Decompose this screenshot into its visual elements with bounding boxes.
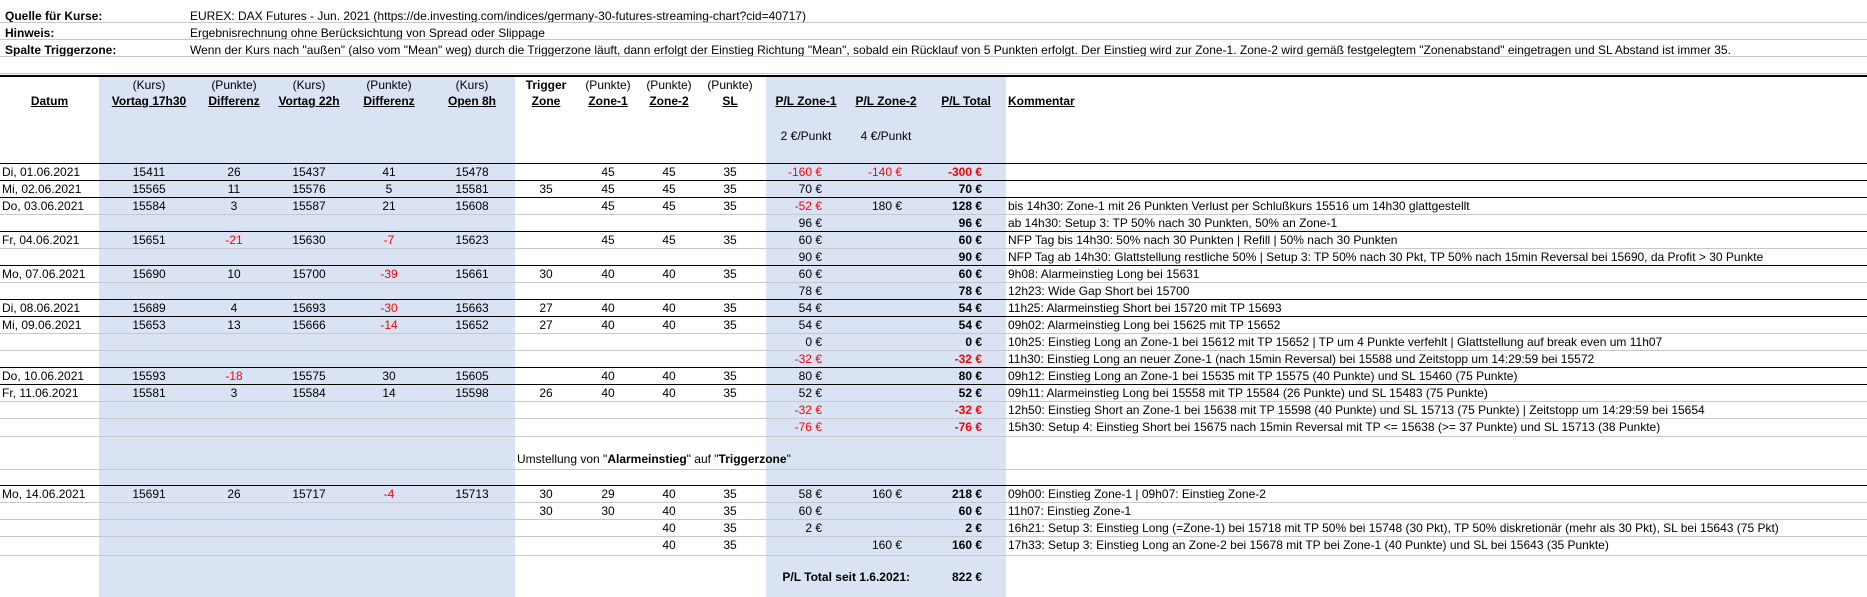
switch-note-text-3: " — [786, 452, 791, 466]
cell-d1: 26 — [227, 487, 241, 501]
cell-v22: 15576 — [292, 182, 326, 196]
cell-trig: 27 — [539, 301, 553, 315]
switch-note-triggerzone: Triggerzone — [718, 452, 787, 466]
cell-d1: 3 — [230, 199, 238, 213]
cell-open: 15663 — [455, 301, 489, 315]
col-pl-total: P/L Total — [941, 94, 991, 108]
cell-z1: 29 — [601, 487, 615, 501]
cell-kom: 09h11: Alarmeinstieg Long bei 15558 mit TP 15584 (26 Punkte) und SL 15483 (75 Punkte) — [1008, 386, 1488, 400]
cell-pl1: 60 € — [798, 267, 822, 281]
rate-zone1: 2 €/Punkt — [780, 129, 832, 143]
cell-z1: 45 — [601, 199, 615, 213]
switch-note-text-2: " auf " — [686, 452, 719, 466]
cell-pl1: -52 € — [794, 199, 822, 213]
cell-z1: 45 — [601, 165, 615, 179]
cell-v22: 15587 — [292, 199, 326, 213]
cell-z2: 45 — [662, 165, 676, 179]
cell-kom: 15h30: Setup 4: Einstieg Short bei 15675 nach 15min Reversal mit TP <= 15638 (>= 37 Punkte) und SL 15713 (38 Punkte) — [1008, 420, 1661, 434]
cell-pl1: 52 € — [798, 386, 822, 400]
col-punkte-2: (Punkte) — [366, 78, 412, 92]
source-label: Quelle für Kurse: — [5, 9, 103, 23]
cell-tot: 54 € — [958, 318, 982, 332]
col-punkte-5: (Punkte) — [707, 78, 753, 92]
cell-v17: 15653 — [132, 318, 166, 332]
cell-trig: 30 — [539, 504, 553, 518]
cell-v22: 15575 — [292, 369, 326, 383]
cell-pl1: 0 € — [805, 335, 822, 349]
cell-tot: 78 € — [958, 284, 982, 298]
source-value: EUREX: DAX Futures - Jun. 2021 (https://de.investing.com/indices/germany-30-futures-streaming-chart?cid=40717) — [190, 9, 806, 23]
cell-sl: 35 — [723, 165, 737, 179]
col-kommentar: Kommentar — [1008, 94, 1075, 108]
cell-z1: 40 — [601, 369, 615, 383]
total-value: 822 € — [951, 570, 982, 584]
rate-zone2: 4 €/Punkt — [860, 129, 912, 143]
cell-v22: 15717 — [292, 487, 326, 501]
cell-open: 15623 — [455, 233, 489, 247]
cell-open: 15608 — [455, 199, 489, 213]
note-value: Ergebnisrechnung ohne Berücksichtung von Spread oder Slippage — [190, 26, 545, 40]
switch-note-text-1: Umstellung von " — [517, 452, 608, 466]
cell-kom: 17h33: Setup 3: Einstieg Long an Zone-2 bei 15678 mit TP bei Zone-1 (40 Punkte) und SL bei 15643 (35 Punkte) — [1008, 538, 1609, 552]
cell-z2: 40 — [662, 487, 676, 501]
cell-v17: 15651 — [132, 233, 166, 247]
cell-sl: 35 — [723, 182, 737, 196]
cell-datum: Mo, 07.06.2021 — [2, 267, 86, 281]
cell-tot: -300 € — [947, 165, 982, 179]
cell-z2: 40 — [662, 369, 676, 383]
cell-d1: 13 — [227, 318, 241, 332]
cell-trig: 26 — [539, 386, 553, 400]
cell-z2: 40 — [662, 301, 676, 315]
note-label: Hinweis: — [5, 26, 55, 40]
cell-pl2: 160 € — [871, 538, 902, 552]
cell-pl1: 60 € — [798, 504, 822, 518]
col-differenz-1: Differenz — [208, 94, 260, 108]
cell-open: 15581 — [455, 182, 489, 196]
cell-d2: -4 — [383, 487, 395, 501]
cell-sl: 35 — [723, 233, 737, 247]
cell-sl: 35 — [723, 487, 737, 501]
cell-kom: 12h23: Wide Gap Short bei 15700 — [1008, 284, 1190, 298]
cell-v22: 15666 — [292, 318, 326, 332]
cell-pl1: -32 € — [794, 403, 822, 417]
cell-tot: 160 € — [951, 538, 982, 552]
cell-v17: 15690 — [132, 267, 166, 281]
cell-kom: 09h02: Alarmeinstieg Long bei 15625 mit TP 15652 — [1008, 318, 1281, 332]
cell-pl1: 90 € — [798, 250, 822, 264]
cell-tot: 128 € — [951, 199, 982, 213]
cell-z1: 45 — [601, 233, 615, 247]
cell-open: 15713 — [455, 487, 489, 501]
cell-d1: 26 — [227, 165, 241, 179]
cell-z2: 40 — [662, 521, 676, 535]
cell-datum: Mi, 09.06.2021 — [2, 318, 82, 332]
cell-trig: 30 — [539, 487, 553, 501]
cell-v17: 15691 — [132, 487, 166, 501]
cell-tot: 54 € — [958, 301, 982, 315]
cell-d1: 10 — [227, 267, 241, 281]
cell-d2: -39 — [380, 267, 398, 281]
cell-kom: 9h08: Alarmeinstieg Long bei 15631 — [1008, 267, 1200, 281]
cell-tot: 60 € — [958, 233, 982, 247]
cell-tot: 0 € — [965, 335, 982, 349]
cell-datum: Do, 10.06.2021 — [2, 369, 85, 383]
cell-tot: 96 € — [958, 216, 982, 230]
cell-tot: 60 € — [958, 504, 982, 518]
col-trigger: Trigger — [525, 78, 567, 92]
cell-d2: 41 — [382, 165, 396, 179]
cell-sl: 35 — [723, 538, 737, 552]
cell-d2: -30 — [380, 301, 398, 315]
cell-z2: 45 — [662, 233, 676, 247]
cell-pl2: -140 € — [867, 165, 902, 179]
cell-tot: 80 € — [958, 369, 982, 383]
cell-pl1: -32 € — [794, 352, 822, 366]
cell-datum: Mi, 02.06.2021 — [2, 182, 82, 196]
col-pl-zone2: P/L Zone-2 — [855, 94, 917, 108]
col-zone1: Zone-1 — [588, 94, 628, 108]
cell-d1: 11 — [227, 182, 241, 196]
cell-tot: 90 € — [958, 250, 982, 264]
cell-d2: 21 — [382, 199, 396, 213]
col-vortag22: Vortag 22h — [278, 94, 340, 108]
cell-z2: 45 — [662, 199, 676, 213]
col-zone2: Zone-2 — [649, 94, 689, 108]
cell-pl1: 80 € — [798, 369, 822, 383]
cell-v22: 15693 — [292, 301, 326, 315]
cell-z2: 45 — [662, 182, 676, 196]
cell-datum: Fr, 11.06.2021 — [2, 386, 79, 400]
cell-d1: 3 — [230, 386, 238, 400]
cell-open: 15478 — [455, 165, 489, 179]
cell-pl1: 70 € — [798, 182, 822, 196]
cell-z2: 40 — [662, 267, 676, 281]
col-punkte-4: (Punkte) — [646, 78, 692, 92]
cell-v22: 15630 — [292, 233, 326, 247]
cell-v22: 15700 — [292, 267, 326, 281]
cell-v17: 15584 — [132, 199, 166, 213]
cell-v17: 15593 — [132, 369, 166, 383]
cell-pl1: 60 € — [798, 233, 822, 247]
cell-d2: 14 — [382, 386, 396, 400]
cell-v17: 15689 — [132, 301, 166, 315]
col-zone: Zone — [531, 94, 561, 108]
cell-tot: -32 € — [954, 403, 982, 417]
cell-d2: 5 — [385, 182, 393, 196]
col-open8: Open 8h — [447, 94, 496, 108]
col-pl-zone1: P/L Zone-1 — [775, 94, 837, 108]
cell-datum: Di, 08.06.2021 — [2, 301, 81, 315]
cell-d1: 4 — [230, 301, 238, 315]
cell-trig: 35 — [539, 182, 553, 196]
cell-z2: 40 — [662, 386, 676, 400]
cell-v17: 15581 — [132, 386, 166, 400]
cell-pl1: -160 € — [787, 165, 822, 179]
cell-kom: 10h25: Einstieg Long an Zone-1 bei 15612 mit TP 15652 | TP um 4 Punkte verfehlt | Glattstellung auf break even um 11h07 — [1008, 335, 1663, 349]
cell-kom: 16h21: Setup 3: Einstieg Long (=Zone-1) bei 15718 mit TP 50% bei 15748 (30 Pkt), TP 50% diskretionär (mehr als 30 Pkt), SL bei 15643 (75 Pkt) — [1008, 521, 1779, 535]
cell-trig: 30 — [539, 267, 553, 281]
cell-kom: 11h30: Einstieg Long an neuer Zone-1 (nach 15min Reversal) bei 15588 und Zeitstopp um 14:29:59 bei 15572 — [1008, 352, 1595, 366]
cell-v17: 15411 — [132, 165, 166, 179]
cell-pl2: 160 € — [871, 487, 902, 501]
cell-pl1: 54 € — [798, 318, 822, 332]
cell-open: 15652 — [455, 318, 489, 332]
col-datum: Datum — [30, 94, 69, 108]
col-differenz-2: Differenz — [363, 94, 415, 108]
cell-kom: NFP Tag bis 14h30: 50% nach 30 Punkten | Refill | 50% nach 30 Punkten — [1008, 233, 1398, 247]
cell-trig: 27 — [539, 318, 553, 332]
cell-datum: Di, 01.06.2021 — [2, 165, 81, 179]
cell-kom: 11h25: Alarmeinstieg Short bei 15720 mit TP 15693 — [1008, 301, 1282, 315]
cell-pl2: 180 € — [871, 199, 902, 213]
cell-tot: 60 € — [958, 267, 982, 281]
cell-kom: 11h07: Einstieg Zone-1 — [1008, 504, 1132, 518]
cell-z1: 30 — [601, 504, 615, 518]
switch-note-alarmeinstieg: Alarmeinstieg — [607, 452, 687, 466]
cell-open: 15661 — [455, 267, 489, 281]
cell-z1: 40 — [601, 318, 615, 332]
col-punkte-1: (Punkte) — [211, 78, 257, 92]
col-kurs-1: (Kurs) — [132, 78, 166, 92]
cell-datum: Mo, 14.06.2021 — [2, 487, 86, 501]
cell-tot: 2 € — [965, 521, 982, 535]
cell-sl: 35 — [723, 318, 737, 332]
cell-pl1: -76 € — [794, 420, 822, 434]
cell-pl1: 54 € — [798, 301, 822, 315]
cell-sl: 35 — [723, 369, 737, 383]
cell-tot: 218 € — [951, 487, 982, 501]
cell-d2: -7 — [383, 233, 395, 247]
cell-open: 15605 — [455, 369, 489, 383]
cell-z1: 40 — [601, 267, 615, 281]
cell-sl: 35 — [723, 521, 737, 535]
switch-note — [517, 452, 791, 466]
cell-sl: 35 — [723, 301, 737, 315]
cell-kom: ab 14h30: Setup 3: TP 50% nach 30 Punkten, 50% an Zone-1 — [1008, 216, 1338, 230]
cell-kom: 12h50: Einstieg Short an Zone-1 bei 15638 mit TP 15598 (40 Punkte) und SL 15713 (75 Punkte) | Zeitstopp um 14:29:59 bei 15654 — [1008, 403, 1705, 417]
cell-v22: 15437 — [292, 165, 326, 179]
cell-kom: bis 14h30: Zone-1 mit 26 Punkten Verlust per Schlußkurs 15516 um 14h30 glattgestellt — [1008, 199, 1470, 213]
cell-sl: 35 — [723, 386, 737, 400]
cell-v17: 15565 — [132, 182, 166, 196]
cell-pl1: 78 € — [798, 284, 822, 298]
cell-datum: Do, 03.06.2021 — [2, 199, 85, 213]
cell-pl1: 58 € — [798, 487, 822, 501]
cell-kom: 09h12: Einstieg Long an Zone-1 bei 15535 mit TP 15575 (40 Punkte) und SL 15460 (75 Punkte) — [1008, 369, 1518, 383]
cell-datum: Fr, 04.06.2021 — [2, 233, 80, 247]
cell-pl1: 2 € — [805, 521, 822, 535]
cell-z1: 40 — [601, 386, 615, 400]
cell-d2: -14 — [380, 318, 398, 332]
cell-pl1: 96 € — [798, 216, 822, 230]
cell-tot: 52 € — [958, 386, 982, 400]
cell-d1: -18 — [225, 369, 243, 383]
cell-z1: 40 — [601, 301, 615, 315]
cell-z1: 45 — [601, 182, 615, 196]
col-sl: SL — [722, 94, 738, 108]
col-kurs-3: (Kurs) — [455, 78, 489, 92]
total-label: P/L Total seit 1.6.2021: — [782, 570, 910, 584]
cell-open: 15598 — [455, 386, 489, 400]
col-vortag1730: Vortag 17h30 — [111, 94, 187, 108]
cell-kom: 09h00: Einstieg Zone-1 | 09h07: Einstieg Zone-2 — [1008, 487, 1266, 501]
cell-z2: 40 — [662, 538, 676, 552]
cell-sl: 35 — [723, 504, 737, 518]
col-kurs-2: (Kurs) — [292, 78, 326, 92]
cell-z2: 40 — [662, 318, 676, 332]
cell-tot: 70 € — [958, 182, 982, 196]
cell-tot: -32 € — [954, 352, 982, 366]
cell-tot: -76 € — [954, 420, 982, 434]
cell-kom: NFP Tag ab 14h30: Glattstellung restliche 50% | Setup 3: TP 50% nach 30 Pkt, TP 50% nach 15min Reversal bei 15690, da Profit > 30 Punkte — [1008, 250, 1764, 264]
trigger-label: Spalte Triggerzone: — [5, 43, 117, 57]
trigger-value: Wenn der Kurs nach "außen" (also vom "Mean" weg) durch die Triggerzone läuft, dann erfolgt der Einstieg Richtung "Mean", sobald ein Rücklauf von 5 Punkten erfolgt. Der Einstieg wird zur Zone-1. Zone-2 wird gemäß festgelegtem "Zonenabstand" eingetragen und SL Abstand ist immer 35. — [190, 43, 1731, 57]
cell-z2: 40 — [662, 504, 676, 518]
cell-sl: 35 — [723, 267, 737, 281]
cell-v22: 15584 — [292, 386, 326, 400]
cell-d2: 30 — [382, 369, 396, 383]
cell-d1: -21 — [225, 233, 243, 247]
cell-sl: 35 — [723, 199, 737, 213]
col-punkte-3: (Punkte) — [585, 78, 631, 92]
